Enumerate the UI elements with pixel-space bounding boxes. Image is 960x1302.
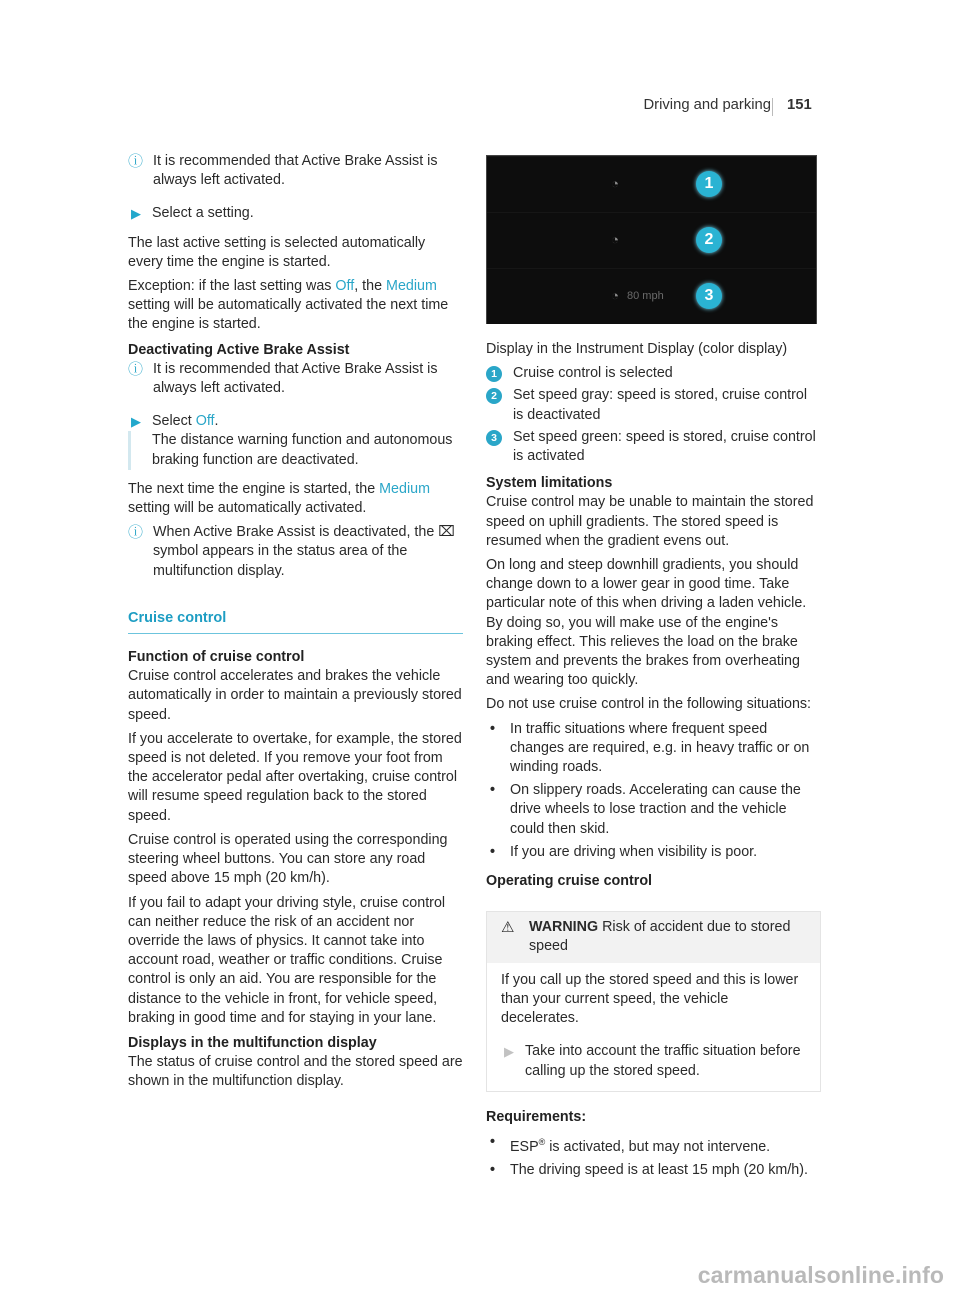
right-column — [486, 340, 821, 1184]
list-item: • ESP® is activated, but may not intervene. — [486, 1133, 821, 1157]
setting-off: Off — [335, 278, 355, 295]
cruise-control-icon: ◔ — [611, 176, 619, 191]
image-caption: Display in the Instrument Display (color display) — [486, 341, 788, 357]
number-badge: 2 — [486, 388, 502, 404]
heading-displays: Displays in the multifunction display — [128, 1034, 377, 1051]
page-number: 151 — [787, 97, 812, 113]
setting-off: Off — [195, 413, 215, 430]
instruction-step — [128, 204, 463, 223]
display-row — [487, 213, 816, 268]
bullet-icon: • — [490, 1161, 496, 1178]
bullet-icon: • — [490, 782, 496, 799]
speed-readout: 80 mph — [627, 290, 664, 302]
list-item: • If you are driving when visibility is poor. — [486, 843, 821, 862]
heading-operating: Operating cruise control — [486, 873, 653, 890]
header-divider — [772, 98, 773, 116]
warning-body: If you call up the stored speed and this is lower than your current speed, the vehicle decelerates. ▶ Take into account the traffic situation before calling up the stored speed. — [487, 963, 820, 1091]
list-item: 1 Cruise control is selected — [486, 364, 821, 383]
left-column — [128, 152, 463, 1097]
instrument-display-image — [486, 155, 817, 324]
heading-limitations: System limitations — [486, 475, 613, 492]
step-arrow-icon: ▶ — [504, 1044, 514, 1060]
bullet-icon: • — [490, 843, 496, 860]
info-icon: ⓘ — [128, 360, 144, 378]
display-row — [487, 157, 816, 212]
paragraph: Exception: if the last setting was Off, the Medium setting will be automatically activated the next time the engine is started. — [128, 278, 449, 333]
list-item: 3 Set speed green: speed is stored, cruise control is activated — [486, 428, 821, 466]
heading-requirements: Requirements: — [486, 1108, 587, 1125]
watermark-url[interactable]: carmanualsonline.info — [697, 1262, 944, 1288]
list-item: • In traffic situations where frequent speed changes are required, e.g. in heavy traffic or on winding roads. — [486, 720, 821, 778]
list-item: • On slippery roads. Accelerating can cause the drive wheels to lose traction and the vehicle could then skid. — [486, 781, 821, 839]
heading-deactivating: Deactivating Active Brake Assist — [128, 341, 350, 358]
setting-medium: Medium — [386, 278, 437, 295]
info-note — [128, 360, 463, 398]
section-title: Cruise control — [128, 609, 463, 634]
page-header-title: Driving and parking — [643, 97, 771, 113]
paragraph: Cruise control accelerates and brakes the vehicle automatically in order to maintain a previously stored speed. — [128, 668, 462, 723]
bullet-icon: • — [490, 1133, 496, 1150]
bullet-icon: • — [490, 720, 496, 737]
info-icon: ⓘ — [128, 153, 144, 170]
step-arrow-icon: ▶ — [131, 414, 141, 430]
paragraph: The status of cruise control and the stored speed are shown in the multifunction display. — [128, 1054, 463, 1090]
instruction-text: Select a setting. — [152, 205, 254, 222]
instruction-result: The distance warning function and autonomous braking function are deactivated. — [128, 431, 463, 469]
list-item: • The driving speed is at least 15 mph (20 km/h). — [486, 1161, 821, 1180]
info-icon: ⓘ — [128, 524, 144, 542]
cruise-control-icon: ◔ — [611, 232, 619, 247]
list-item: 2 Set speed gray: speed is stored, cruise control is deactivated — [486, 386, 821, 424]
instruction-text: Take into account the traffic situation before calling up the stored speed. — [525, 1043, 801, 1079]
cruise-control-icon: ◔ — [611, 288, 619, 303]
paragraph: If you fail to adapt your driving style, cruise control can neither reduce the risk of an accident nor override the laws of physics. It cannot take into account road, weather or traffic conditions. Cruise control is only an aid. You are responsible for the distance to the vehicle in front, for vehicle speed, braking in good time and for staying in your lane. — [128, 894, 446, 1026]
paragraph: Do not use cruise control in the following situations: — [486, 696, 812, 713]
paragraph: The last active setting is selected automatically every time the engine is started. — [128, 234, 426, 270]
abs-off-symbol-icon: ⌧ — [438, 524, 455, 541]
paragraph: Cruise control may be unable to maintain the stored speed on uphill gradients. The stored speed is resumed when the gradient evens out. — [486, 494, 814, 549]
callout-marker: 3 — [696, 283, 722, 309]
paragraph: On long and steep downhill gradients, you should change down to a lower gear in good time. Take particular note of this when driving a laden vehicle. By doing so, you will make use of the engine's braking effect. This relieves the load on the brake system and prevents the brakes from overheating and wearing too quickly. — [486, 557, 807, 689]
info-note — [128, 152, 463, 190]
callout-marker: 1 — [696, 171, 722, 197]
warning-header — [487, 912, 820, 962]
paragraph: If you accelerate to overtake, for example, the stored speed is not deleted. If you remove your foot from the accelerator pedal after overtaking, cruise control will resume speed regulation back to the stored speed. — [128, 730, 462, 824]
display-row — [487, 269, 816, 324]
heading-function: Function of cruise control — [128, 649, 305, 666]
info-note-text: It is recommended that Active Brake Assist is always left activated. — [153, 153, 438, 189]
warning-label: WARNING — [529, 919, 599, 936]
warning-box — [486, 911, 821, 1091]
instruction-step — [501, 1042, 810, 1080]
instruction-step — [128, 412, 463, 470]
callout-marker: 2 — [696, 227, 722, 253]
instruction-text: Select Off. — [152, 413, 219, 430]
paragraph: Cruise control is operated using the corresponding steering wheel buttons. You can store any road speed above 15 mph (20 km/h). — [128, 831, 448, 887]
warning-triangle-icon: ⚠ — [501, 919, 515, 937]
warning-title: Risk of accident due to stored speed — [529, 919, 791, 955]
paragraph: The next time the engine is started, the Medium setting will be automatically activated. — [128, 480, 430, 517]
info-note: ⓘ When Active Brake Assist is deactivated, the ⌧ symbol appears in the status area of the multifunction display. — [128, 524, 455, 579]
info-note-text: It is recommended that Active Brake Assist is always left activated. — [153, 360, 438, 397]
number-badge: 3 — [486, 430, 502, 446]
number-badge: 1 — [486, 366, 502, 382]
step-arrow-icon: ▶ — [131, 206, 141, 222]
setting-medium: Medium — [379, 480, 430, 497]
